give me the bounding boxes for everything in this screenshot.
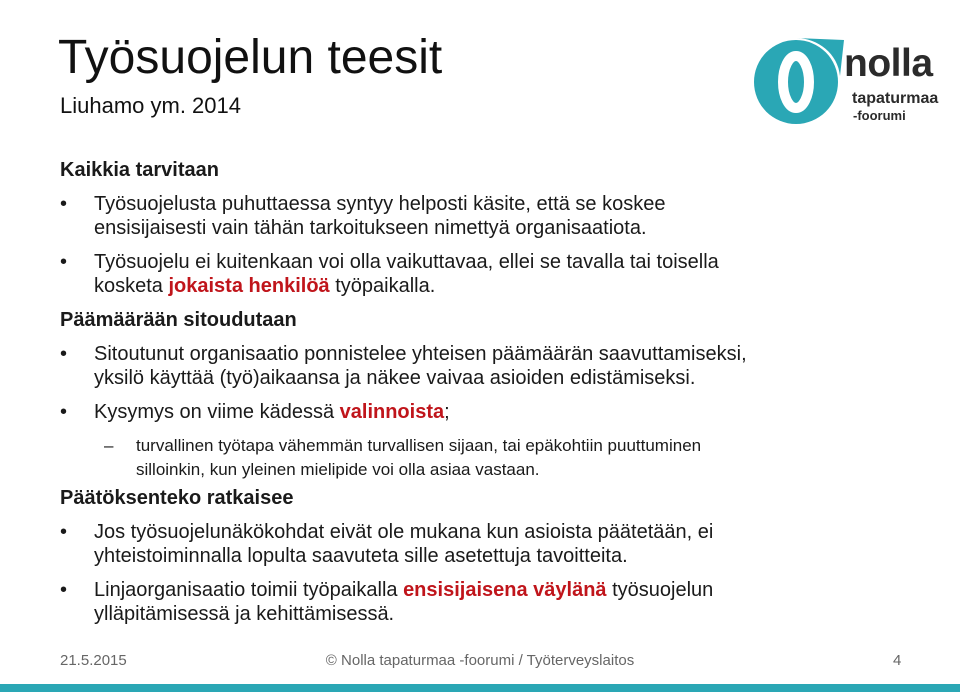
bullet-text: Työsuojelu ei kuitenkaan voi olla vaikuttavaa, ellei se tavalla tai toisella — [94, 251, 719, 273]
sub-bullet-text: turvallinen työtapa vähemmän turvallisen sijaan, tai epäkohtiin puuttuminen — [136, 436, 702, 455]
bullet-text: yksilö käyttää (työ)aikaansa ja näkee vaivaa asioiden edistämiseksi. — [94, 367, 696, 389]
bullet-marker: • — [60, 401, 68, 423]
logo-subline-2: -foorumi — [853, 108, 906, 123]
bullet-text: Työsuojelusta puhuttaessa syntyy helposti käsite, että se koskee — [94, 193, 666, 215]
section-heading: Päätöksenteko ratkaisee — [60, 487, 294, 509]
logo-wordmark: nolla — [844, 42, 933, 85]
bullet-marker: • — [60, 579, 68, 601]
sub-bullet-text: silloinkin, kun yleinen mielipide voi olla asiaa vastaan. — [136, 460, 540, 479]
highlight-text: valinnoista — [339, 401, 445, 423]
bullet-item — [60, 192, 890, 240]
bullet-item — [60, 342, 890, 390]
slide-title: Työsuojelun teesit — [58, 31, 443, 84]
section-heading: Päämäärään sitoudutaan — [60, 309, 297, 331]
page-number: 4 — [893, 652, 902, 669]
bullet-text: ; — [444, 401, 450, 423]
footer-date: 21.5.2015 — [60, 652, 127, 669]
slide-footer — [0, 650, 960, 674]
bullet-text: työsuojelun — [606, 579, 714, 601]
bullet-text: Sitoutunut organisaatio ponnistelee yhteisen päämäärän saavuttamiseksi, — [94, 343, 747, 365]
bullet-item — [60, 578, 890, 626]
bullet-text: ylläpitämisessä ja kehittämisessä. — [94, 603, 395, 625]
highlight-text: ensisijaisena väylänä — [403, 579, 607, 601]
bullet-item — [60, 250, 890, 298]
bullet-text-line — [94, 578, 890, 602]
sub-bullet-marker: – — [104, 436, 114, 455]
bullet-text: työpaikalla. — [329, 275, 436, 297]
bullet-text: ensisijaisesti vain tähän tarkoitukseen nimettyä organisaatiota. — [94, 217, 647, 239]
footer-copyright: © Nolla tapaturmaa -foorumi / Työterveyslaitos — [325, 652, 635, 669]
bullet-item — [60, 520, 890, 568]
bullet-text-line — [94, 274, 890, 298]
bullet-text: kosketa — [94, 275, 169, 297]
bullet-text-line — [94, 400, 890, 424]
bullet-text: yhteistoiminnalla lopulta saavuteta sille asetettuja tavoitteita. — [94, 545, 628, 567]
bullet-marker: • — [60, 251, 68, 273]
section-heading: Kaikkia tarvitaan — [60, 159, 219, 181]
bullet-text: Linjaorganisaatio toimii työpaikalla — [94, 579, 404, 601]
slide-subtitle: Liuhamo ym. 2014 — [60, 93, 241, 118]
bullet-marker: • — [60, 521, 68, 543]
bullet-marker: • — [60, 343, 68, 365]
nolla-drop-icon — [752, 32, 848, 132]
bullet-text: Jos työsuojelunäkökohdat eivät ole mukana kun asioista päätetään, ei — [94, 521, 714, 543]
logo-subline-1: tapaturmaa — [852, 90, 939, 107]
bullet-text: Kysymys on viime kädessä — [94, 401, 340, 423]
highlight-text: jokaista henkilöä — [168, 275, 330, 297]
bottom-accent-bar — [0, 684, 960, 692]
slide-content — [60, 158, 890, 636]
bullet-marker: • — [60, 193, 68, 215]
bullet-item — [60, 400, 890, 424]
nolla-logo — [752, 32, 944, 132]
sub-bullet-item — [60, 434, 890, 482]
